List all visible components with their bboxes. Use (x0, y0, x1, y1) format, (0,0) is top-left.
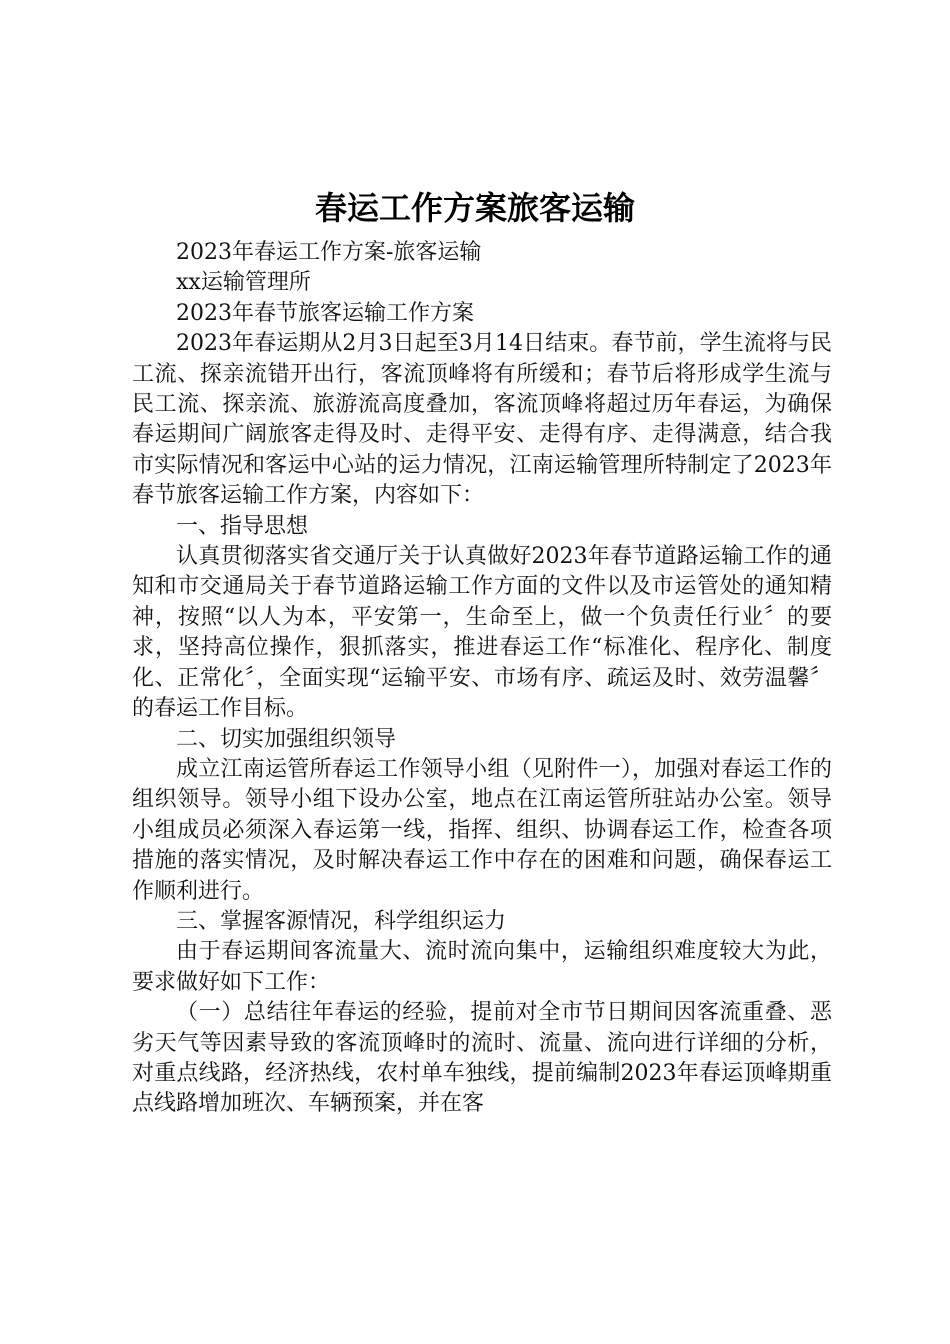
paragraph-plan-name: 2023年春节旅客运输工作方案 (176, 300, 474, 326)
section-heading-1: 一、指导思想 (176, 513, 309, 539)
paragraph-capacity: 由于春运期间客流量大、流时流向集中，运输组织难度较大为此，要求做好如下工作： (132, 939, 832, 995)
section-heading-2: 二、切实加强组织领导 (176, 726, 397, 752)
document-title: 春运工作方案旅客运输 (314, 189, 635, 227)
paragraph-subtitle: 2023年春运工作方案-旅客运输 (176, 240, 482, 265)
document-body (132, 238, 832, 1120)
paragraph-item-1: （一）总结往年春运的经验，提前对全市节日期间因客流重叠、恶劣天气等因素导致的客流顶峰时的流时、流量、流向进行详细的分析，对重点线路，经济热线，农村单车独线，提前编制2023年春运顶峰期重点线路增加班次、车辆预案，并在客 (132, 1000, 832, 1117)
section-heading-3: 三、掌握客源情况，科学组织运力 (176, 908, 507, 934)
paragraph-leadership: 成立江南运管所春运工作领导小组（见附件一），加强对春运工作的组织领导。领导小组下设办公室，地点在江南运管所驻站办公室。领导小组成员必须深入春运第一线，指挥、组织、协调春运工作，检查各项措施的落实情况，及时解决春运工作中存在的困难和问题，确保春运工作顺利进行。 (132, 756, 832, 904)
paragraph-intro: 2023年春运期从2月3日起至3月14日结束。春节前，学生流将与民工流、探亲流错开出行，客流顶峰将有所缓和；春节后将形成学生流与民工流、探亲流、旅游流高度叠加，客流顶峰将超过历年春运，为确保春运期间广阔旅客走得及时、走得平安、走得有序、走得满意，结合我市实际情况和客运中心站的运力情况，江南运输管理所特制定了2023年春节旅客运输工作方案，内容如下： (132, 331, 832, 509)
paragraph-organization: xx运输管理所 (176, 270, 311, 296)
paragraph-guiding-thought: 认真贯彻落实省交通厅关于认真做好2023年春节道路运输工作的通知和市交通局关于春节道路运输工作方面的文件以及市运管处的通知精神，按照“以人为本，平安第一，生命至上，做一个负责任行业〞的要求，坚持高位操作，狠抓落实，推进春运工作“标准化、程序化、制度化、正常化〞，全面实现“运输平安、市场有序、疏运及时、效劳温馨〞的春运工作目标。 (132, 544, 832, 722)
